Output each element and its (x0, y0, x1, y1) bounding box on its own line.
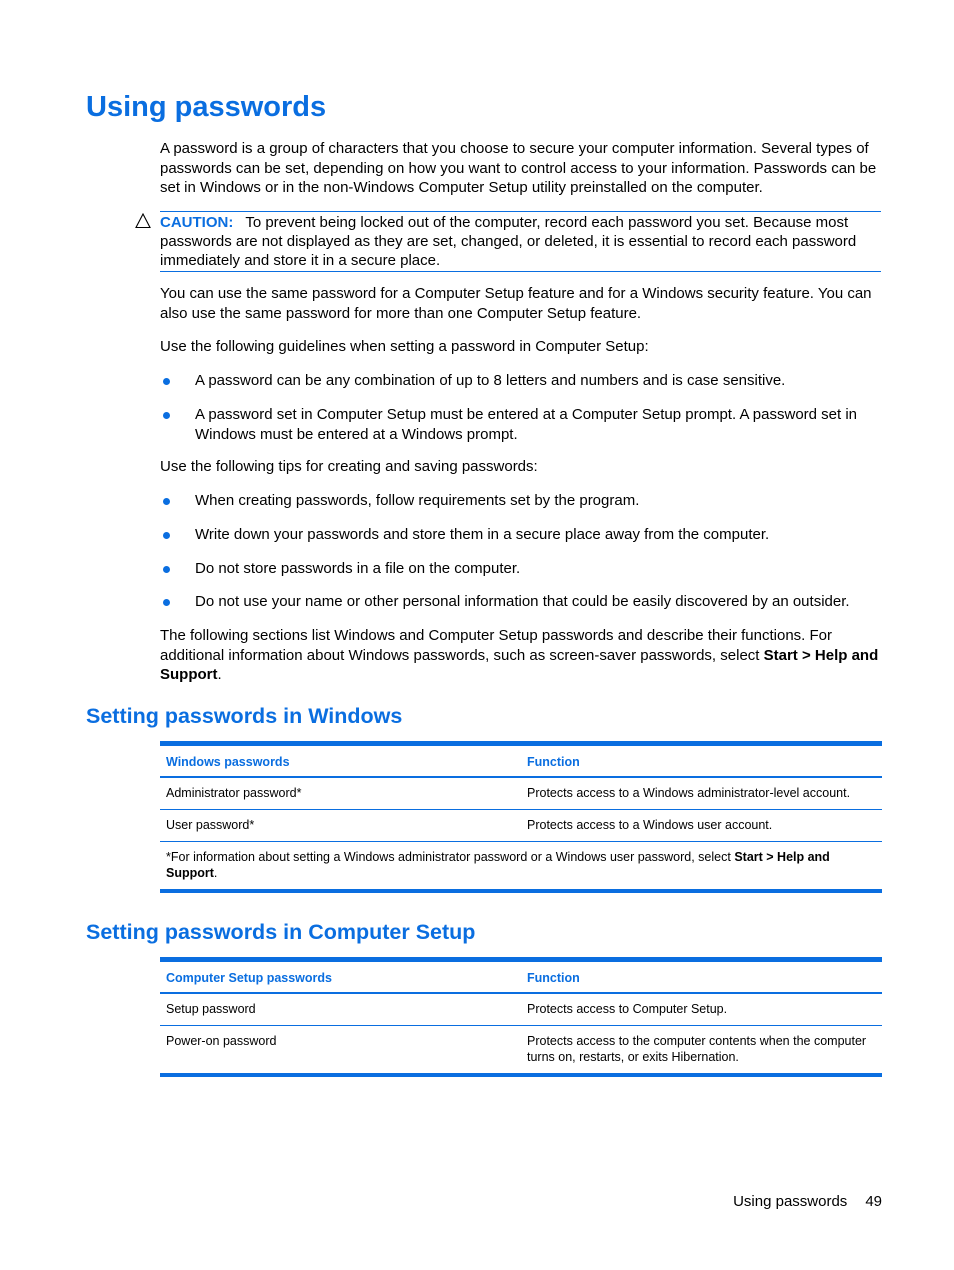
bullet-icon (163, 498, 170, 505)
windows-passwords-table (160, 741, 882, 893)
footnote-text: *For information about setting a Windows administrator password or a Windows user password, select (166, 850, 735, 864)
section-heading-windows: Setting passwords in Windows (86, 704, 403, 728)
table-cell: Protects access to a Windows administrator-level account. (521, 777, 882, 810)
caution-label: CAUTION: (160, 214, 234, 231)
column-header: Computer Setup passwords (160, 960, 521, 994)
table-cell: Setup password (160, 993, 521, 1026)
table-footnote (160, 842, 882, 892)
page-footer (733, 1193, 882, 1210)
bullet-icon (163, 412, 170, 419)
section-heading-computer-setup: Setting passwords in Computer Setup (86, 920, 476, 944)
sections-paragraph-end: . (217, 666, 222, 683)
table-footnote-row (160, 842, 882, 892)
list-item-text: Do not store passwords in a file on the computer. (195, 560, 521, 577)
table-row (160, 777, 882, 810)
same-password-paragraph: You can use the same password for a Computer Setup feature and for a Windows security feature. You can also use the same password for more than one Computer Setup feature. (160, 285, 872, 322)
column-header: Windows passwords (160, 744, 521, 778)
table-cell: Power-on password (166, 1034, 277, 1048)
page-number: 49 (865, 1193, 882, 1210)
footnote-bold: Start > Help and Support (166, 850, 830, 880)
guidelines-intro: Use the following guidelines when setting a password in Computer Setup: (160, 338, 649, 355)
footer-section-title: Using passwords (733, 1193, 848, 1210)
bullet-icon (163, 378, 170, 385)
intro-paragraph: A password is a group of characters that you choose to secure your computer information. Several types of passwords can be set, depending on how you want to control access to your information. Passwords can be set in Windows or in the non-Windows Computer Setup utility preinstalled on the computer. (160, 140, 877, 196)
caution-box (160, 211, 881, 272)
table-row (160, 993, 882, 1026)
list-item-text: When creating passwords, follow requirements set by the program. (195, 492, 640, 509)
column-header: Function (521, 744, 882, 778)
tips-intro: Use the following tips for creating and saving passwords: (160, 458, 538, 475)
table-cell: Protects access to the computer contents when the computer turns on, restarts, or exits Hibernation. (527, 1034, 867, 1064)
column-header: Function (521, 960, 882, 994)
list-item (160, 371, 882, 391)
list-item (160, 491, 882, 511)
list-item (160, 525, 882, 545)
warning-triangle-icon (135, 213, 151, 229)
table-cell: Protects access to a Windows user account. (521, 810, 882, 842)
bullet-icon (163, 599, 170, 606)
list-item (160, 559, 882, 579)
table-row (160, 810, 882, 842)
bullet-icon (163, 566, 170, 573)
list-item-text: Do not use your name or other personal information that could be easily discovered by an outsider. (195, 593, 850, 610)
list-item (160, 405, 882, 444)
table-cell: Administrator password* (160, 777, 521, 810)
list-item-text: Write down your passwords and store them in a secure place away from the computer. (195, 526, 770, 543)
table-header-row (160, 960, 882, 994)
table-row (160, 1026, 882, 1076)
page-title: Using passwords (86, 91, 327, 123)
table-header-row (160, 744, 882, 778)
table-cell: Protects access to Computer Setup. (521, 993, 882, 1026)
table-cell: User password* (160, 810, 521, 842)
caution-text: To prevent being locked out of the computer, record each password you set. Because most passwords are not displayed as they are set, changed, or deleted, it is essential to record each password immediately and store it in a secure place. (160, 214, 857, 269)
list-item-text: A password can be any combination of up to 8 letters and numbers and is case sensitive. (195, 372, 786, 389)
list-item (160, 592, 882, 612)
bullet-icon (163, 532, 170, 539)
help-and-support-link: Start > Help and Support (160, 646, 879, 683)
sections-paragraph (160, 626, 882, 685)
computer-setup-passwords-table (160, 957, 882, 1077)
footnote-end: . (213, 866, 218, 880)
sections-paragraph-text: The following sections list Windows and Computer Setup passwords and describe their functions. For additional information about Windows passwords, such as screen-saver passwords, select (160, 627, 832, 664)
list-item-text: A password set in Computer Setup must be entered at a Computer Setup prompt. A password set in Windows must be entered at a Windows prompt. (195, 406, 858, 443)
